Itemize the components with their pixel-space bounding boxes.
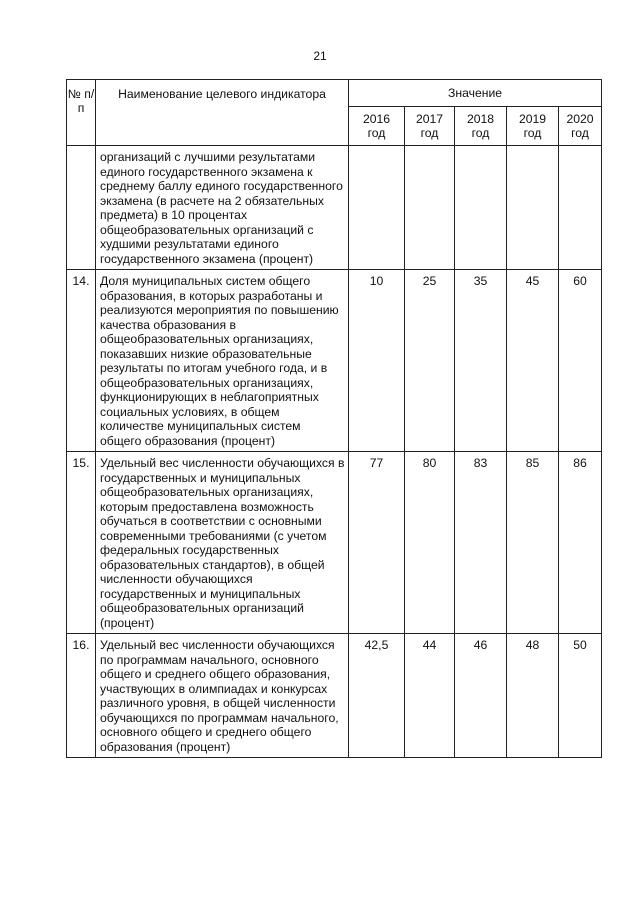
value-2019: 48 <box>507 634 559 758</box>
value-2016 <box>349 146 405 270</box>
row-number: 14. <box>67 270 96 452</box>
value-2016: 10 <box>349 270 405 452</box>
table-row <box>67 270 602 452</box>
header-year-2019 <box>507 107 559 146</box>
year-label: 2019 <box>518 112 547 126</box>
value-2020: 86 <box>559 452 602 634</box>
value-2019 <box>507 146 559 270</box>
value-2019: 45 <box>507 270 559 452</box>
year-label: 2018 <box>466 112 495 126</box>
header-row <box>67 80 602 107</box>
header-indicator-name: Наименование целевого индикатора <box>96 80 349 146</box>
table-row <box>67 452 602 634</box>
header-year-2016 <box>349 107 405 146</box>
indicator-name: организаций с лучшими результатами единого государственного экзамена к среднему баллу единого государственного экзамена (в расчете на 2 обязательных предмета) в 10 процентах общеобразовательных организаций с худшими результатами единого государственного экзамена (процент) <box>96 146 349 270</box>
value-2017: 44 <box>405 634 455 758</box>
year-unit: год <box>367 126 386 140</box>
value-2018 <box>455 146 507 270</box>
value-2016: 77 <box>349 452 405 634</box>
value-2020: 60 <box>559 270 602 452</box>
indicator-name: Удельный вес численности обучающихся в государственных и муниципальных общеобразовательных организациях, которым предоставлена возможность обучаться в соответствии с основными современными требованиями (с учетом федеральных государственных образовательных стандартов), в общей численности обучающихся государственных и муниципальных общеобразовательных организаций (процент) <box>96 452 349 634</box>
year-unit: год <box>571 126 589 140</box>
header-value: Значение <box>349 80 602 107</box>
value-2019: 85 <box>507 452 559 634</box>
value-2017: 25 <box>405 270 455 452</box>
header-year-2017 <box>405 107 455 146</box>
value-2020: 50 <box>559 634 602 758</box>
year-unit: год <box>523 126 542 140</box>
year-label: 2017 <box>415 112 444 126</box>
year-unit: год <box>471 126 490 140</box>
header-year-2018 <box>455 107 507 146</box>
value-2018: 83 <box>455 452 507 634</box>
year-label: 2020 <box>566 112 594 126</box>
table-row <box>67 634 602 758</box>
value-2017: 80 <box>405 452 455 634</box>
row-number: 15. <box>67 452 96 634</box>
year-label: 2016 <box>362 112 391 126</box>
value-2016: 42,5 <box>349 634 405 758</box>
indicator-name: Доля муниципальных систем общего образования, в которых разработаны и реализуются мероприятия по повышению качества образования в общеобразовательных организациях, показавших низкие образовательные результаты по итогам учебного года, и в общеобразовательных организациях, функционирующих в неблагоприятных социальных условиях, в общем количестве муниципальных систем общего образования (процент) <box>96 270 349 452</box>
row-number <box>67 146 96 270</box>
value-2018: 46 <box>455 634 507 758</box>
row-number: 16. <box>67 634 96 758</box>
value-2017 <box>405 146 455 270</box>
year-unit: год <box>420 126 439 140</box>
header-number: № п/п <box>67 80 96 146</box>
table-row <box>67 146 602 270</box>
value-2020 <box>559 146 602 270</box>
indicator-name: Удельный вес численности обучающихся по программам начального, основного общего и среднего общего образования, участвующих в олимпиадах и конкурсах различного уровня, в общей численности обучающихся по программам начального, основного общего и среднего общего образования (процент) <box>96 634 349 758</box>
page-number: 21 <box>313 49 327 63</box>
value-2018: 35 <box>455 270 507 452</box>
indicators-table <box>66 79 602 758</box>
header-year-2020 <box>559 107 602 146</box>
